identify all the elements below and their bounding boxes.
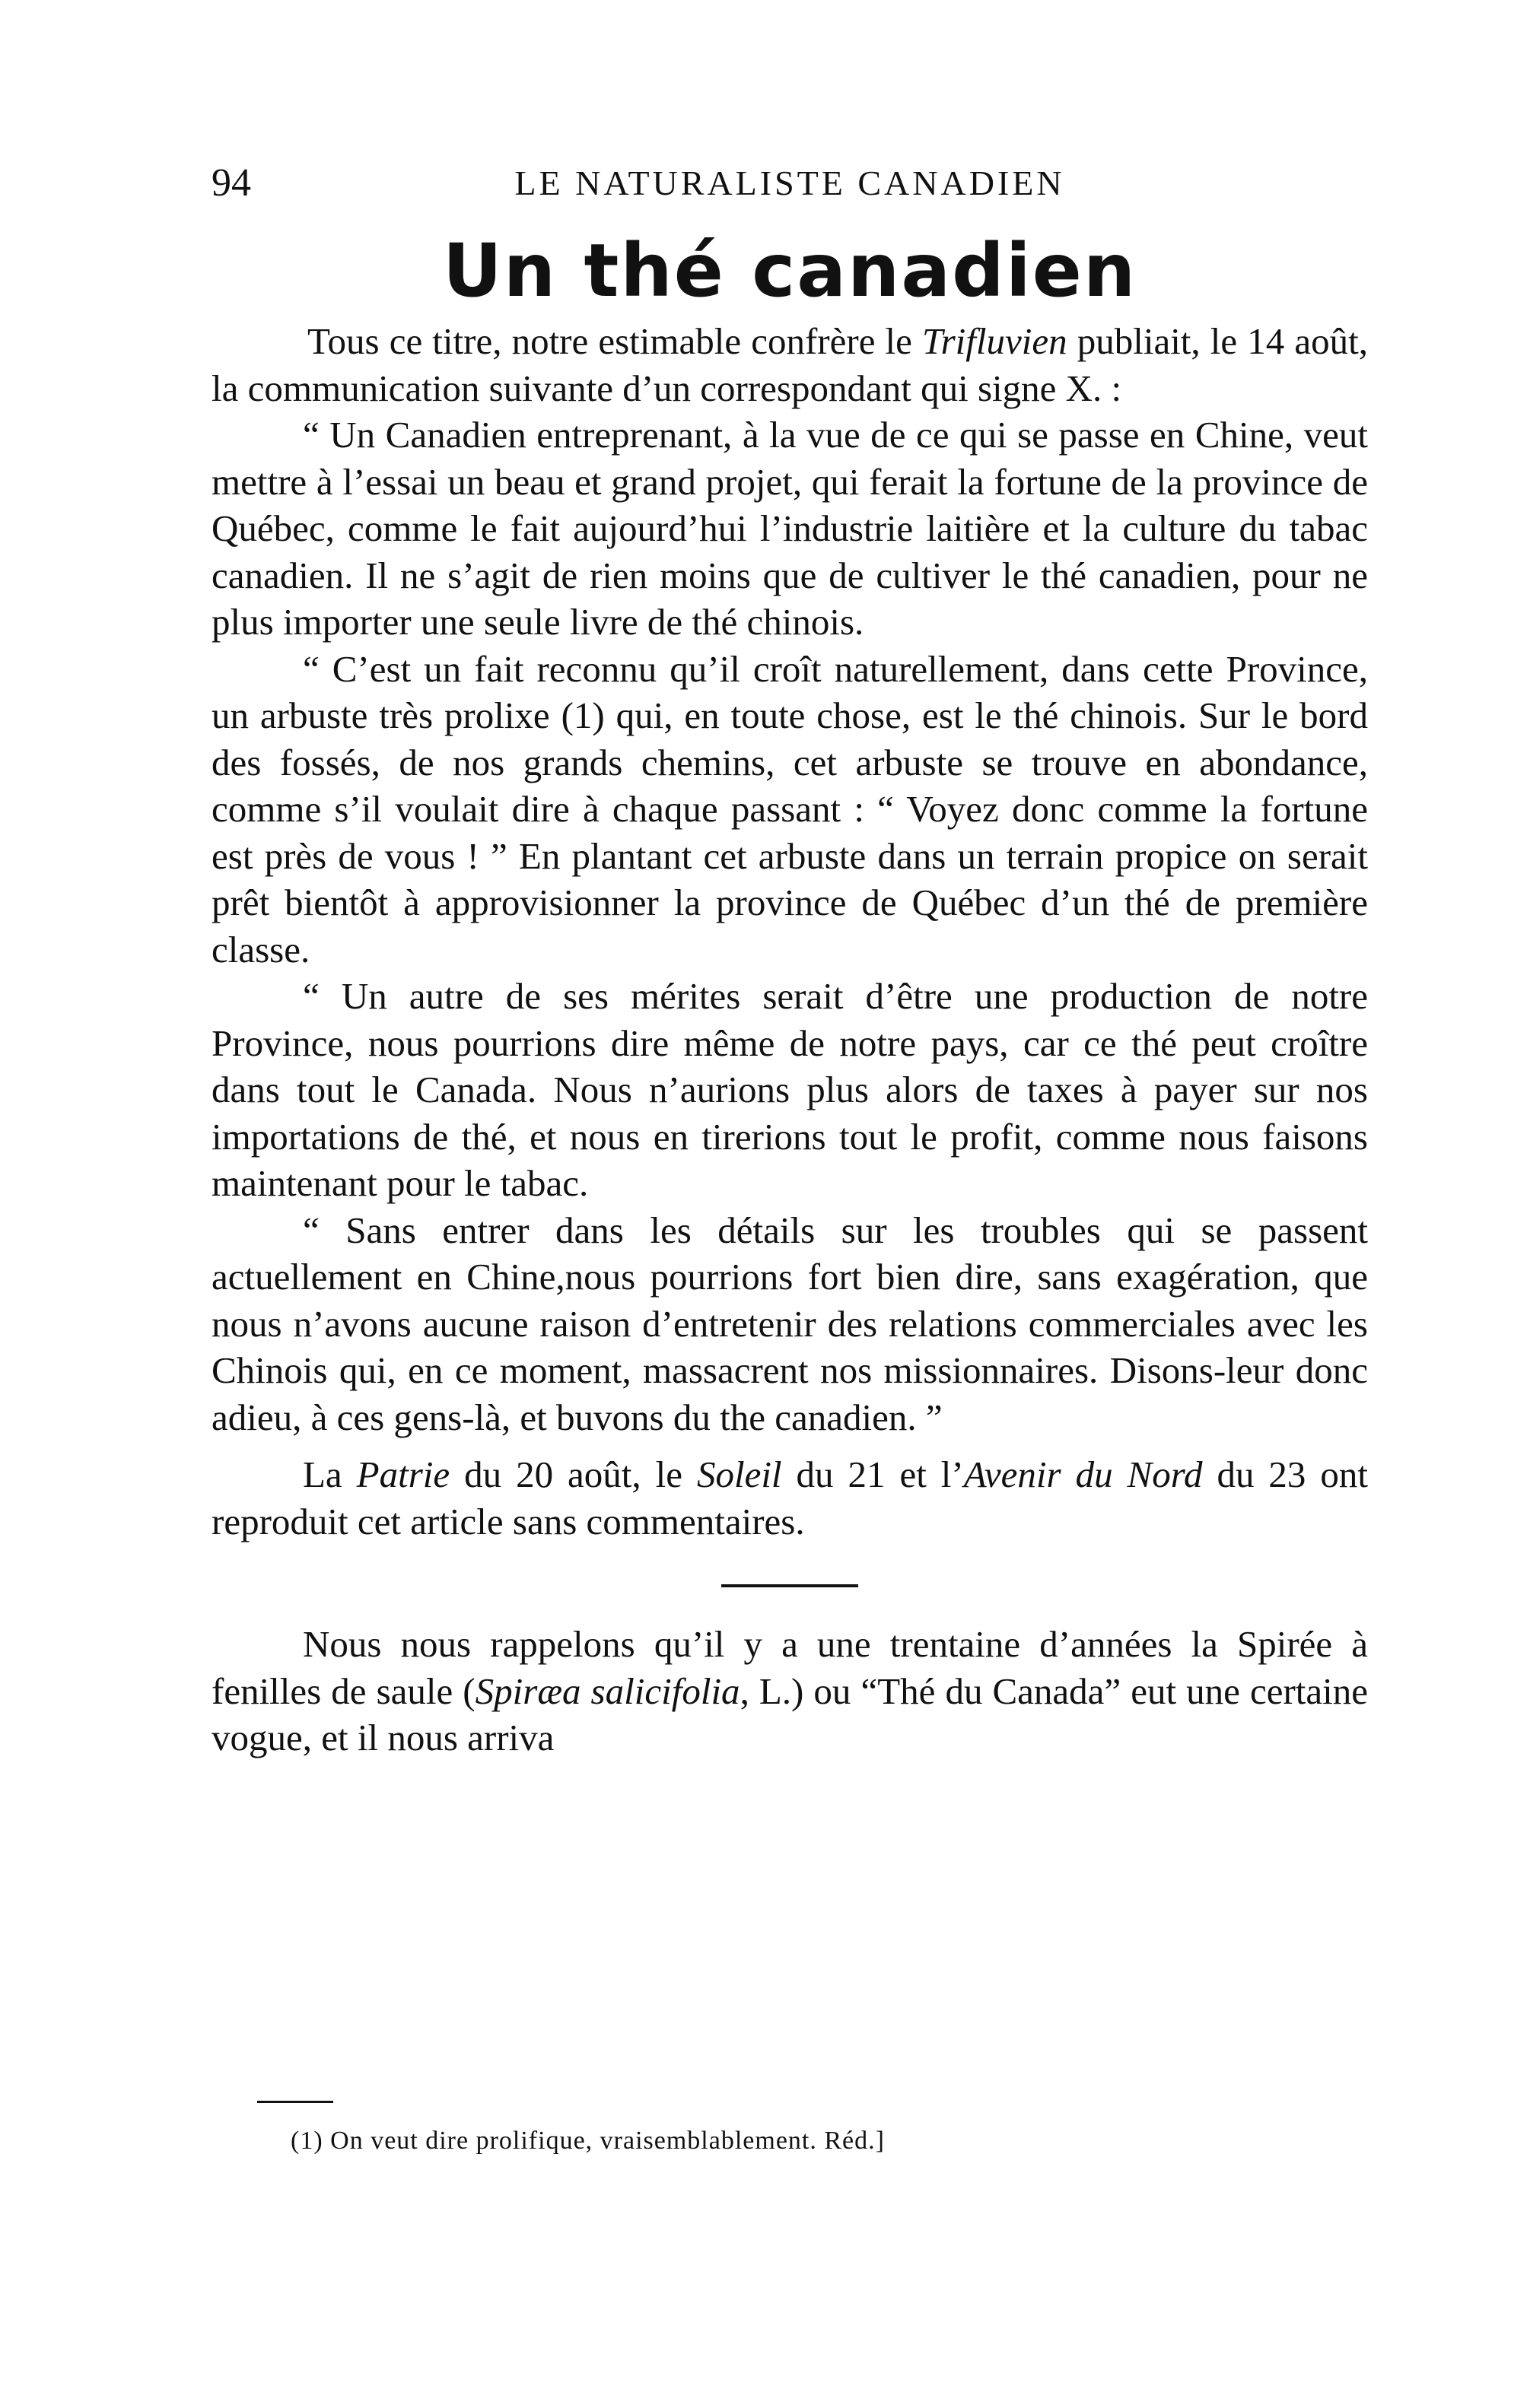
section-divider bbox=[721, 1584, 858, 1587]
text: , L.) ou “Thé du Canada” eut une certaine vogue, et il nous arriva bbox=[212, 1669, 1368, 1758]
page-number: 94 bbox=[212, 161, 251, 205]
newspaper-name: Patrie bbox=[356, 1453, 450, 1495]
paragraph-quote-1: “ Un Canadien entreprenant, à la vue de ce qui se passe en Chine, veut mettre à l’essai un beau et grand projet, qui ferait la fortune de la province de Québec, comme le fait aujourd’hui l’industrie laitière et la culture du tabac canadien. Il ne s’agit de rien moins que de cultiver le thé canadien, pour ne plus importer une seule livre de thé chinois. bbox=[212, 414, 1368, 643]
text: La bbox=[303, 1453, 357, 1495]
text: du 21 et l’ bbox=[781, 1453, 964, 1495]
running-title: LE NATURALISTE CANADIEN bbox=[514, 164, 1065, 202]
article-title: Un thé canadien bbox=[442, 228, 1137, 313]
paragraph-quote-2: “ C’est un fait reconnu qu’il croît naturellement, dans cette Province, un arbuste très prolixe (1) qui, en toute chose, est le thé chinois. Sur le bord des fossés, de nos grands chemins, cet arbuste se trouve en abondance, comme s’il voulait dire à chaque passant : “ Voyez donc comme la fortune est près de vous ! ” En plantant cet arbuste dans un terrain propice on serait prêt bientôt à approvisionner la province de Québec d’un thé de première classe. bbox=[212, 647, 1368, 971]
text: du 20 août, le bbox=[450, 1453, 697, 1495]
newspaper-name: Soleil bbox=[696, 1453, 782, 1495]
footnote-divider bbox=[257, 2101, 333, 2103]
paragraph-spiraea bbox=[212, 1621, 1368, 1762]
running-head bbox=[212, 157, 1368, 210]
newspaper-name: Avenir du Nord bbox=[963, 1453, 1203, 1495]
text: Nous nous rappelons qu’il y a une trentaine d’années la Spirée à fenilles de saule ( bbox=[212, 1623, 1368, 1712]
footnote: (1) On veut dire prolifique, vraisemblablement. Réd.] bbox=[291, 2127, 885, 2155]
species-name: Spiræa salicifolia bbox=[475, 1669, 740, 1712]
paragraph-reprints bbox=[212, 1451, 1368, 1545]
text: du 23 ont reproduit cet article sans commentaires. bbox=[212, 1453, 1368, 1542]
article-body bbox=[212, 318, 1368, 1762]
newspaper-name: Trifluvien bbox=[922, 320, 1067, 362]
text: Tous ce titre, notre estimable confrère le bbox=[307, 320, 923, 362]
paragraph-intro bbox=[212, 318, 1368, 411]
paragraph-quote-3: “ Un autre de ses mérites serait d’être une production de notre Province, nous pourrions dire même de notre pays, car ce thé peut croître dans tout le Canada. Nous n’aurions plus alors de taxes à payer sur nos importations de thé, et nous en tirerions tout le profit, comme nous faisons maintenant pour le tabac. bbox=[212, 975, 1368, 1204]
text: publiait, le 14 août, la communication suivante d’un correspondant qui signe X. : bbox=[212, 320, 1368, 409]
paragraph-quote-4: “ Sans entrer dans les détails sur les troubles qui se passent actuellement en Chine,nous pourrions fort bien dire, sans exagération, que nous n’avons aucune raison d’entretenir des relations commerciales avec les Chinois qui, en ce moment, massacrent nos missionnaires. Disons-leur donc adieu, à ces gens-là, et buvons du the canadien. ” bbox=[212, 1209, 1368, 1438]
